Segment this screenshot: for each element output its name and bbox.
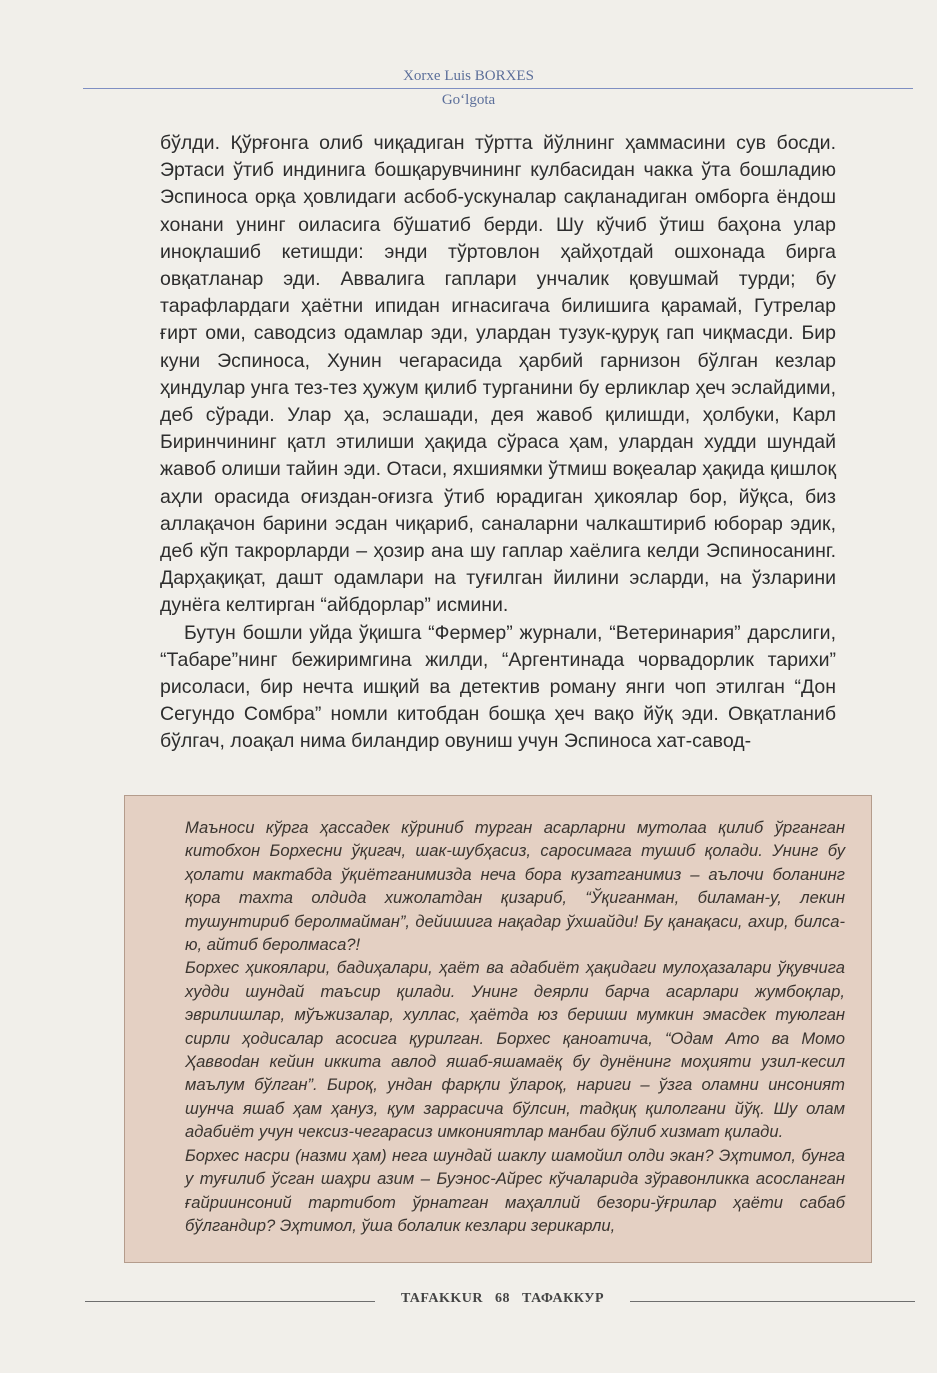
header-author: Xorxe Luis BORXES xyxy=(403,68,534,84)
page-footer xyxy=(85,1291,915,1311)
main-paragraph: бўлди. Қўрғонга олиб чиқадиган тўртта йўлнинг ҳаммасини сув босди. Эртаси ўтиб индинига бошқарувчининг кулбасидан чакка ўта бошладию Эспиноса орқа ҳовлидаги асбоб-ускуналар сақланадиган омборга ёндош хонани унинг оиласига бўшатиб берди. Шу кўчиб ўтиш баҳона улар иноқлашиб кетишди: энди тўртовлон ҳайҳотдай ошхонада бирга овқатланар эди. Аввалига гаплари унчалик қовушмай турди; бу тарафлардаги ҳаётни ипидан игнасигача билишига қарамай, Гутрелар ғирт оми, саводсиз одамлар эди, улардан тузук-қуруқ гап чиқмасди. Бир куни Эспиноса, Хунин чегарасида ҳарбий гарнизон бўлган кезлар ҳиндулар унга тез-тез ҳужум қилиб турганини бу ерликлар ҳеч эслайдими, деб сўради. Улар ҳа, эслашади, дея жавоб қилишди, ҳолбуки, Карл Биринчининг қатл этилиши ҳақида сўраса ҳам, улардан худди шундай жавоб олиши тайин эди. Отаси, яхшиямки ўтмиш воқеалар ҳақида қишлоқ аҳли орасида оғиздан-оғизга ўтиб юрадиган ҳикоялар бор, йўқса, биз аллақачон барини эсдан чиқариб, саналарни чалкаштириб юборар эдик, деб кўп такрорларди – ҳозир ана шу гаплар хаёлига келди Эспиносанинг. Дарҳақиқат, дашт одамлари на туғилган йилини эсларди, на ўзларини дунёга келтирган “айбдорлар” исмини. xyxy=(160,132,836,617)
footer-magazine-latin: TAFAKKUR xyxy=(400,1291,484,1306)
footer-magazine-cyrillic: ТАФАККУР xyxy=(522,1291,605,1306)
footer-divider-left xyxy=(85,1301,375,1302)
footer-label xyxy=(385,1291,620,1307)
main-text xyxy=(160,130,836,756)
sidebar-paragraph: Борхес насри (назми ҳам) нега шундай шаклу шамойил олди экан? Эҳтимол, бунга у туғилиб ўсган шаҳри азим – Буэнос-Айрес кўчаларида зўравонликка асосланган ғайриинсоний тартибот ўрнатган маҳаллий безори-ўғрилар ҳаёти сабаб бўлгандир? Эҳтимол, ўша болалик кезлари зерикарли, xyxy=(185,1145,845,1235)
header-divider xyxy=(83,88,913,89)
sidebar-paragraph: Борхес ҳикоялари, бадиҳалари, ҳаёт ва адабиёт ҳақидаги мулоҳазалари ўқувчига худди шундай таъсир қилади. Унинг деярли барча асарлари жумбоқлар, эврилишлар, мўъжизалар, хуллас, ҳаётда юз бериши мумкин эмасдек туюлган сирли ҳодисалар асосига қурилган. Борхес қаноатича, “Одам Ато ва Момо Ҳаввodан кейин иккита авлод яшаб-яшамаёқ бу дунёнинг моҳияти узил-кесил маълум бўлган”. Бироқ, ундан фарқли ўлароқ, нариги – ўзга оламни инсоният шунча яшаб ҳам ҳануз, қум заррасича бўлсин, тадқиқ қилолгани йўқ. Шу олам адабиёт учун чексиз-чегарасиз имкониятлар манбаи бўлиб хизмат қилади. xyxy=(185,958,845,1142)
sidebar-paragraph: Маъноси кўрга ҳассадек кўриниб турган асарларни мутолаа қилиб ўрганган китобхон Борхесни ўқигач, шак-шубҳасиз, саросимага тушиб қолади. Унинг бу ҳолати мактабда ўқиётганимизда неча бора кузатганимиз – аълочи боланинг қора тахта олдида хижолатдан қизариб, “Ўқиганман, биламан-у, лекин тушунтириб беролмайман”, дейишига нақадар ўхшайди! Бу қанақаси, ахир, билса-ю, айтиб беролмаса?! xyxy=(185,818,845,955)
sidebar-commentary-box xyxy=(124,795,872,1263)
page-number: 68 xyxy=(495,1291,511,1306)
header-title: Go‘lgota xyxy=(441,92,496,108)
main-paragraph: Бутун бошли уйда ўқишга “Фермер” журнали, “Ветеринария” дарслиги, “Табаре”нинг бежиримгина жилди, “Аргентинада чорвадорлик тарихи” рисоласи, бир нечта ишқий ва детектив роману янги чоп этилган “Дон Сегундо Сомбра” номли китобдан бошқа ҳеч вақо йўқ эди. Овқатланиб бўлгач, лоақал нима биландир овуниш учун Эспиноса хат-савод- xyxy=(160,621,836,753)
footer-divider-right xyxy=(630,1301,915,1302)
